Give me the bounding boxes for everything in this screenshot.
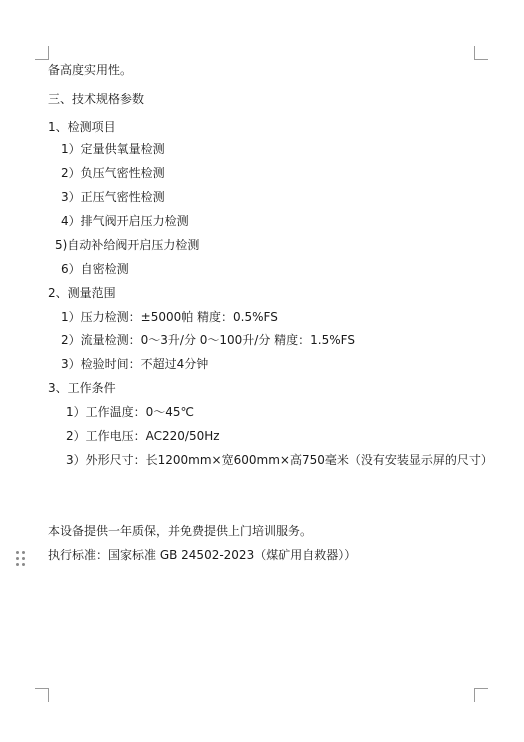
subsection-heading: 2、测量范围 [48,286,116,300]
subsection-heading: 3、工作条件 [48,381,116,395]
margin-corner-top-left [35,46,49,60]
drag-handle-icon[interactable] [16,551,25,567]
margin-corner-bottom-right [474,688,488,702]
list-item: 1）定量供氧量检测 [61,142,165,156]
list-item: 5)自动补给阀开启压力检测 [55,238,200,252]
list-item: 2）工作电压：AC220/50Hz [66,429,220,443]
text-line: 本设备提供一年质保，并免费提供上门培训服务。 [48,524,313,538]
text-line: 执行标准：国家标准 GB 24502-2023（煤矿用自救器）） [48,548,357,562]
margin-corner-bottom-left [35,688,49,702]
text-line: 备高度实用性。 [48,63,133,77]
list-item: 1）工作温度：0～45℃ [66,405,195,419]
list-item: 1）压力检测：±5000帕 精度：0.5%FS [61,310,278,324]
list-item: 3）检验时间：不超过4分钟 [61,357,209,371]
list-item: 6）自密检测 [61,262,129,276]
margin-corner-top-right [474,46,488,60]
section-heading: 三、技术规格参数 [48,92,145,106]
list-item: 2）流量检测：0～3升/分 0～100升/分 精度：1.5%FS [61,333,355,347]
list-item: 3）正压气密性检测 [61,190,165,204]
subsection-heading: 1、检测项目 [48,120,116,134]
list-item: 4）排气阀开启压力检测 [61,214,189,228]
list-item: 2）负压气密性检测 [61,166,165,180]
list-item: 3）外形尺寸：长1200mm×宽600mm×高750毫米（没有安装显示屏的尺寸） [66,453,493,467]
